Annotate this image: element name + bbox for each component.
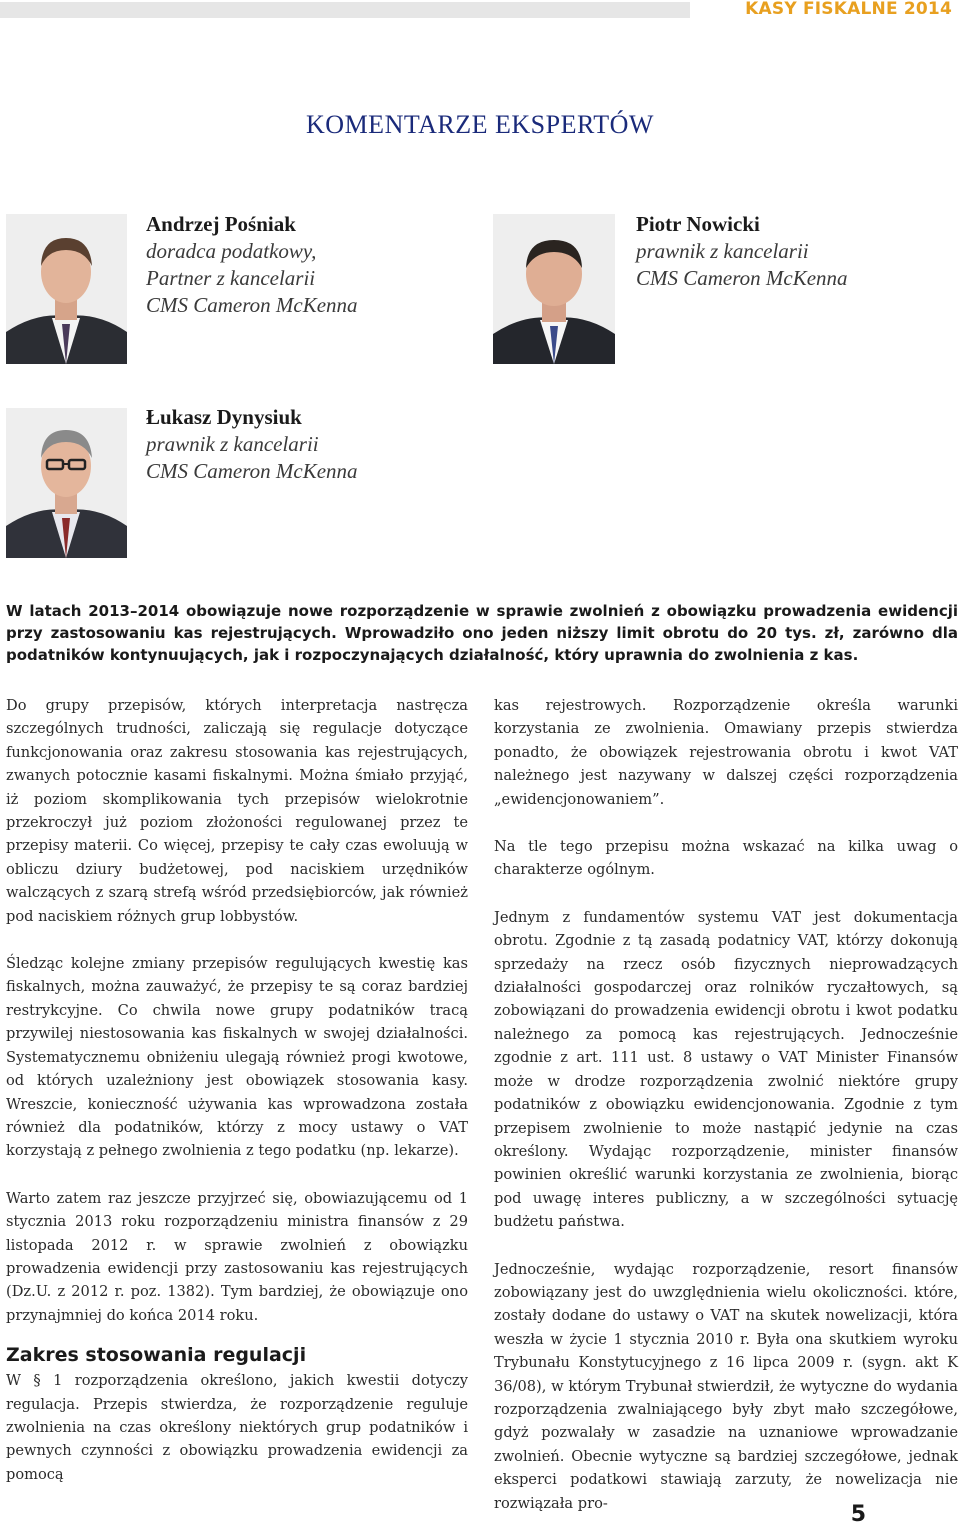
expert-photo-3	[6, 408, 127, 558]
header-bar	[0, 2, 690, 18]
expert-role-line: Partner z kancelarii	[146, 266, 316, 290]
section-title: KOMENTARZE EKSPERTÓW	[306, 110, 654, 139]
page-number: 5	[850, 1502, 866, 1527]
expert-card-3	[146, 404, 476, 485]
lead-paragraph: W latach 2013–2014 obowiązuje nowe rozporządzenie w sprawie zwolnień z obowiązku prowadzenia ewidencji przy zastosowaniu kas rejestrujących. Wprowadziło ono jeden niższy limit obrotu do 20 tys. zł, zarówno dla podatników kontynuujących, jak i rozpoczynających działalność, który uprawnia do zwolnienia z kas.	[6, 602, 958, 664]
expert-name: Piotr Nowicki	[636, 212, 760, 236]
expert-photo-1	[6, 214, 127, 364]
body-paragraph: Warto zatem raz jeszcze przyjrzeć się, obowiazującemu od 1 stycznia 2013 roku rozporządzeniu ministra finansów z 29 listopada 2012 r. w sprawie zwolnień z obowiązku prowadzenia ewidencji przy zastosowaniu kas rejestrujących (Dz.U. z 2012 r. poz. 1382). Tym bardziej, że obowiązuje ono przynajmniej do końca 2014 roku.	[6, 1189, 468, 1324]
body-paragraph: Na tle tego przepisu można wskazać na kilka uwag o charakterze ogólnym.	[494, 838, 958, 879]
portrait-image	[6, 214, 127, 364]
subheading: Zakres stosowania regulacji	[6, 1344, 307, 1367]
body-paragraph: kas rejestrowych. Rozporządzenie określa warunki korzystania ze zwolnienia. Omawiany przepis stwierdza ponadto, że obowiązek rejestrowania obrotu i kwot VAT należnego jest nazywany w dalszej części rozporządzenia „ewidencjonowaniem”.	[494, 697, 958, 808]
article-column-left	[6, 694, 468, 1486]
expert-role-line: prawnik z kancelarii	[636, 239, 809, 263]
expert-role-line: CMS Cameron McKenna	[636, 266, 848, 290]
article-column-right	[494, 694, 958, 1515]
body-paragraph: Jednocześnie, wydając rozporządzenie, resort finansów zobowiązany jest do uwzględnienia wielu okoliczności. które, zostały dodane do ustawy o VAT na skutek nowelizacji, która weszła w życie 1 stycznia 2010 r. Była ona skutkiem wyroku Trybunału Konstytucyjnego z 16 lipca 2009 r. (sygn. akt K 36/08), w którym Trybunał stwierdził, że wytyczne do wydania rozporządzenia zwalniającego były zbyt mało szczegółowe, gdyż pozwalały w zasadzie na uznaniowe wprowadzanie zwolnień. Obecnie wytyczne są bardziej szczegółowe, jednak eksperci podatkowi stawiają zarzuty, że nowelizacja nie rozwiązała pro-	[494, 1260, 958, 1512]
running-header-title: KASY FISKALNE 2014	[745, 0, 952, 19]
expert-role-line: prawnik z kancelarii	[146, 432, 319, 456]
portrait-image	[493, 214, 615, 364]
expert-name: Andrzej Pośniak	[146, 212, 296, 236]
body-paragraph: W § 1 rozporządzenia określono, jakich kwestii dotyczy regulacja. Przepis stwierdza, że rozporządzenie reguluje zwolnienia na czas określony niektórych grup podatników i pewnych czynności z obowiązku prowadzenia ewidencji za pomocą	[6, 1372, 468, 1483]
expert-role-line: CMS Cameron McKenna	[146, 293, 358, 317]
body-paragraph: Śledząc kolejne zmiany przepisów regulujących kwestię kas fiskalnych, można zauważyć, że przepisy te są coraz bardziej restrykcyjne. Co chwila nowe grupy podatników tracą przywilej niestosowania kas fiskalnych w swojej działalności. Systematycznemu obniżeniu ulegają również progi kwotowe, od których uzależniony jest obowiązek stosowania kasy. Wreszcie, konieczność używania kas wprowadzona została również dla podatników, którzy z mocy ustawy o VAT korzystają z pełnego zwolnienia z tego podatku (np. lekarze).	[6, 955, 468, 1160]
portrait-image	[6, 408, 127, 558]
body-paragraph: Jednym z fundamentów systemu VAT jest dokumentacja obrotu. Zgodnie z tą zasadą podatnicy VAT, którzy dokonują sprzedaży na rzecz osób fizycznych nieprowadzących działalności gospodarczej oraz rolników ryczałtowych, są zobowiązani do prowadzenia ewidencji obrotu i kwot podatku należnego za pomocą kas rejestrujących. Jednocześnie zgodnie z art. 111 ust. 8 ustawy o VAT Minister Finansów może w drodze rozporządzenia zwolnić niektóre grupy podatników z obowiązku ewidencjonowania. Zgodnie z tym przepisem zwolnienie to może nastąpić jedynie na czas określony. Wydając rozporządzenie, minister finansów powinien określić warunki korzystania ze zwolnienia, biorąc pod uwagę interes publiczny, a w szczególności sytuację budżetu państwa.	[494, 908, 958, 1231]
body-paragraph: Do grupy przepisów, których interpretacja nastręcza szczególnych trudności, zaliczają się regulacje dotyczące funkcjonowania oraz zakresu stosowania kas rejestrujących, zwanych potocznie kasami fiskalnymi. Można śmiało przyjąć, iż poziom skomplikowania tych przepisów wielokrotnie przekroczył już poziom złożoności regulowanej przez te przepisy materii. Co więcej, przepisy te cały czas ewoluują w obliczu dziury budżetowej, pod naciskiem urzędników walczących z szarą strefą wśród przedsiębiorców, jak również pod naciskiem różnych grup lobbystów.	[6, 697, 468, 925]
expert-name: Łukasz Dynysiuk	[146, 405, 302, 429]
expert-role-line: doradca podatkowy,	[146, 239, 317, 263]
expert-card-1	[146, 211, 476, 319]
expert-photo-2	[493, 214, 615, 364]
expert-role-line: CMS Cameron McKenna	[146, 459, 358, 483]
expert-card-2	[636, 211, 956, 292]
